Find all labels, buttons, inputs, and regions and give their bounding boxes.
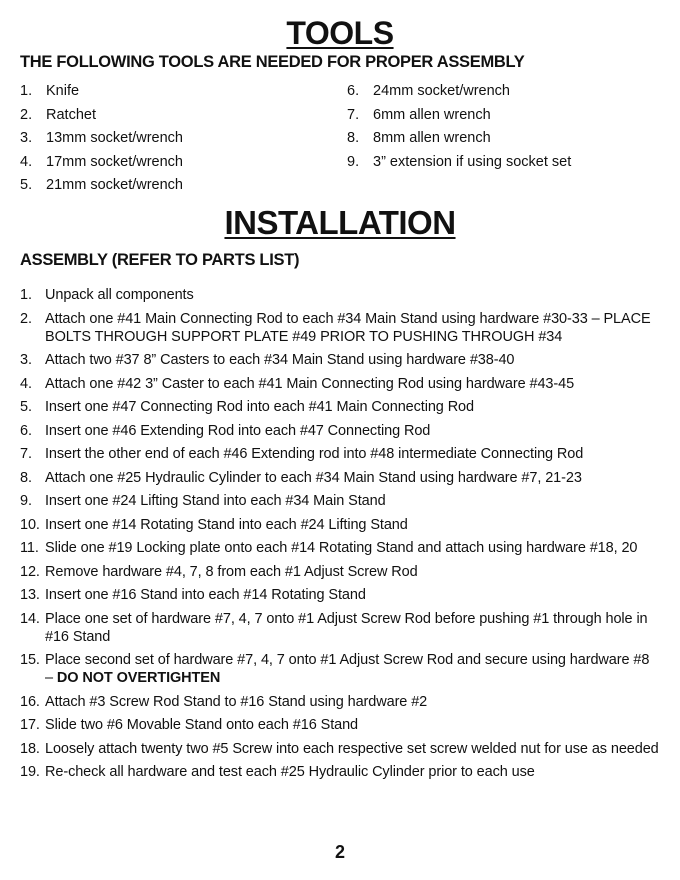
- tool-number: 9.: [347, 153, 360, 170]
- tool-text: 13mm socket/wrench: [46, 130, 183, 147]
- tools-title: TOOLS: [286, 15, 394, 51]
- tool-item: [20, 151, 183, 175]
- assembly-step: [20, 375, 660, 393]
- assembly-steps-list: [20, 286, 660, 787]
- step-text: Attach one #41 Main Connecting Rod to each #34 Main Stand using hardware #30-33 – PLACE BOLTS THROUGH SUPPORT PLATE #49 PRIOR TO PUSHING THROUGH #34: [45, 310, 651, 345]
- step-warning: DO NOT OVERTIGHTEN: [56, 670, 221, 686]
- tool-item: [347, 127, 571, 151]
- tool-text: 6mm allen wrench: [373, 106, 491, 123]
- assembly-step: [20, 693, 660, 711]
- tool-text: 17mm socket/wrench: [46, 153, 183, 170]
- tool-number: 5.: [20, 177, 33, 194]
- tool-number: 2.: [20, 106, 33, 123]
- step-number: 17.: [20, 717, 40, 733]
- step-number: 5.: [20, 399, 32, 415]
- assembly-step: [20, 651, 660, 687]
- page-number: 2: [334, 842, 345, 862]
- assembly-step: [20, 563, 660, 581]
- step-text: Attach two #37 8” Casters to each #34 Main Stand using hardware #38-40: [45, 352, 515, 368]
- assembly-step: [20, 763, 660, 781]
- assembly-heading: ASSEMBLY (REFER TO PARTS LIST): [20, 251, 300, 269]
- assembly-step: [20, 539, 660, 557]
- step-text: Insert one #24 Lifting Stand into each #34 Main Stand: [45, 493, 386, 509]
- tool-item: [347, 80, 571, 104]
- step-number: 2.: [20, 310, 32, 327]
- assembly-step: [20, 610, 660, 646]
- step-text: Attach #3 Screw Rod Stand to #16 Stand using hardware #2: [45, 693, 428, 710]
- tools-list-right: [347, 80, 571, 174]
- step-text: Insert one #14 Rotating Stand into each #24 Lifting Stand: [45, 516, 408, 533]
- step-text: Insert one #47 Connecting Rod into each #41 Main Connecting Rod: [45, 399, 474, 415]
- tools-subtitle: THE FOLLOWING TOOLS ARE NEEDED FOR PROPER ASSEMBLY: [20, 53, 525, 71]
- step-number: 7.: [20, 446, 32, 462]
- step-number: 6.: [20, 422, 32, 439]
- step-number: 1.: [20, 287, 32, 303]
- assembly-step: [20, 516, 660, 534]
- step-number: 13.: [20, 587, 40, 603]
- assembly-step: [20, 492, 660, 510]
- step-text: Loosely attach twenty two #5 Screw into each respective set screw welded nut for use as needed: [45, 740, 659, 757]
- step-text: Unpack all components: [45, 287, 194, 303]
- tool-number: 1.: [20, 83, 33, 99]
- tool-item: [20, 174, 183, 198]
- step-text: Attach one #25 Hydraulic Cylinder to each #34 Main Stand using hardware #7, 21-23: [45, 469, 582, 486]
- tools-list-left: [20, 80, 183, 198]
- tool-number: 8.: [347, 130, 360, 147]
- assembly-step: [20, 716, 660, 734]
- tool-number: 6.: [347, 83, 360, 99]
- assembly-step: [20, 351, 660, 369]
- step-number: 8.: [20, 469, 32, 486]
- step-text: Re-check all hardware and test each #25 Hydraulic Cylinder prior to each use: [45, 764, 535, 780]
- step-number: 16.: [20, 693, 40, 710]
- installation-title: INSTALLATION: [224, 204, 456, 241]
- tool-number: 4.: [20, 153, 33, 170]
- step-number: 14.: [20, 610, 40, 627]
- step-number: 11.: [20, 540, 39, 556]
- step-number: 19.: [20, 764, 40, 780]
- step-number: 15.: [20, 652, 40, 668]
- step-number: 10.: [20, 516, 40, 533]
- assembly-step: [20, 310, 660, 346]
- tool-item: [20, 127, 183, 151]
- tool-text: 3” extension if using socket set: [373, 153, 572, 170]
- assembly-step: [20, 286, 660, 304]
- step-text: Slide one #19 Locking plate onto each #14 Rotating Stand and attach using hardware #18, 20: [45, 540, 638, 556]
- step-text: Slide two #6 Movable Stand onto each #16 Stand: [45, 717, 359, 733]
- step-text: Insert the other end of each #46 Extending rod into #48 intermediate Connecting Rod: [45, 446, 584, 462]
- step-text: Place second set of hardware #7, 4, 7 onto #1 Adjust Screw Rod and secure using hardware #8 –: [45, 652, 650, 686]
- tool-item: [20, 104, 183, 128]
- tool-text: Knife: [46, 83, 80, 99]
- assembly-step: [20, 398, 660, 416]
- assembly-step: [20, 422, 660, 440]
- step-text: Remove hardware #4, 7, 8 from each #1 Adjust Screw Rod: [45, 563, 418, 580]
- step-number: 12.: [20, 563, 40, 580]
- tool-text: 24mm socket/wrench: [373, 83, 510, 99]
- step-text: Attach one #42 3” Caster to each #41 Main Connecting Rod using hardware #43-45: [45, 375, 575, 392]
- step-text: Insert one #46 Extending Rod into each #47 Connecting Rod: [45, 422, 431, 439]
- tool-item: [20, 80, 183, 104]
- assembly-step: [20, 586, 660, 604]
- tool-text: Ratchet: [46, 106, 96, 123]
- step-number: 4.: [20, 375, 32, 392]
- step-number: 9.: [20, 493, 32, 509]
- tool-text: 21mm socket/wrench: [46, 177, 183, 194]
- step-text: Place one set of hardware #7, 4, 7 onto #1 Adjust Screw Rod before pushing #1 through hole in #16 Stand: [45, 610, 648, 645]
- step-number: 3.: [20, 352, 32, 368]
- tool-number: 7.: [347, 106, 360, 123]
- step-number: 18.: [20, 740, 40, 757]
- tool-item: [347, 151, 571, 175]
- step-text: Insert one #16 Stand into each #14 Rotating Stand: [45, 587, 366, 603]
- assembly-step: [20, 740, 660, 758]
- tool-item: [347, 104, 571, 128]
- tool-number: 3.: [20, 130, 33, 147]
- assembly-step: [20, 445, 660, 463]
- tool-text: 8mm allen wrench: [373, 130, 491, 147]
- assembly-step: [20, 469, 660, 487]
